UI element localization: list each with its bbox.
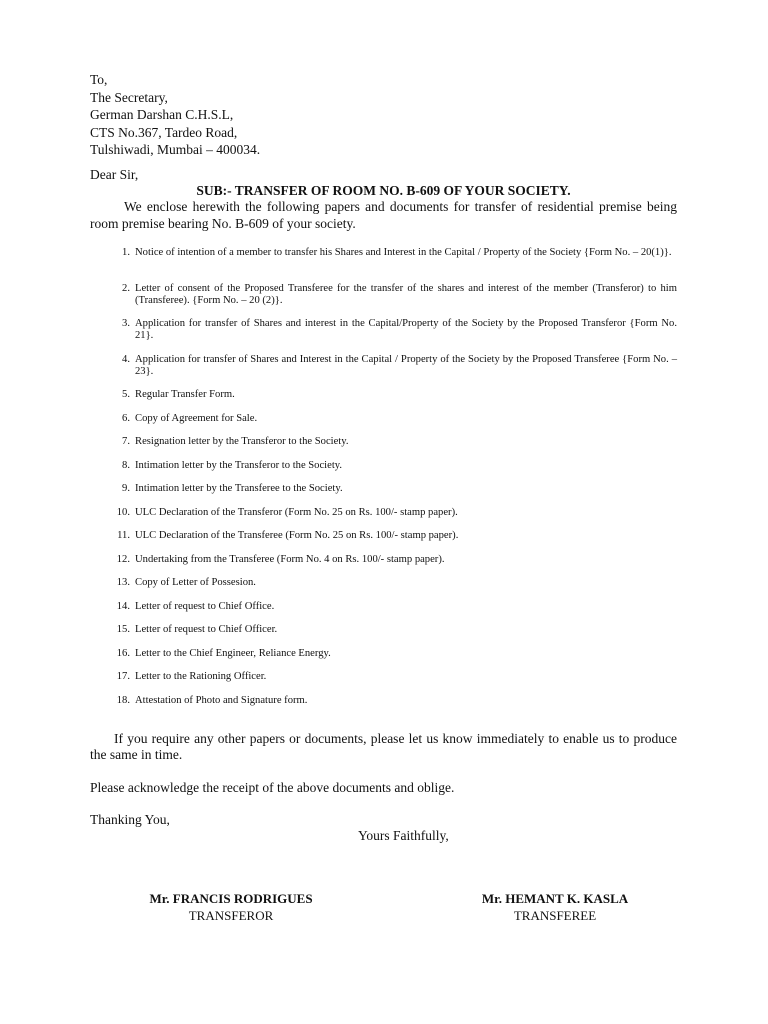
list-item xyxy=(90,460,677,484)
transferor-name: Mr. FRANCIS RODRIGUES xyxy=(149,891,313,906)
list-item-text: Attestation of Photo and Signature form. xyxy=(135,694,308,706)
list-item xyxy=(90,483,677,507)
list-item-text: Copy of Agreement for Sale. xyxy=(135,412,258,424)
transferor-role: TRANSFEROR xyxy=(188,907,274,923)
list-item-number: 15. xyxy=(116,624,130,635)
list-item xyxy=(90,436,677,460)
list-item xyxy=(90,247,677,283)
list-item xyxy=(90,507,677,531)
transferee-name: Mr. HEMANT K. KASLA xyxy=(481,891,629,906)
list-item-text: Letter of request to Chief Officer. xyxy=(135,624,278,635)
address-line: Tulshiwadi, Mumbai – 400034. xyxy=(90,142,261,158)
list-item-text: Regular Transfer Form. xyxy=(135,389,235,400)
list-item xyxy=(90,283,677,319)
list-item-number: 1. xyxy=(122,247,130,258)
address-line: To, xyxy=(90,72,108,87)
list-item-text: ULC Declaration of the Transferee (Form No. 25 on Rs. 100/- stamp paper). xyxy=(135,530,459,541)
list-item-number: 14. xyxy=(116,600,130,612)
yours-faithfully: Yours Faithfully, xyxy=(358,828,449,843)
subject-line: SUB:- TRANSFER OF ROOM NO. B-609 OF YOUR SOCIETY. xyxy=(196,183,571,198)
list-item xyxy=(90,671,677,695)
list-item-text: Resignation letter by the Transferor to the Society. xyxy=(135,436,349,447)
list-item-number: 13. xyxy=(116,577,130,588)
address-line: The Secretary, xyxy=(90,89,168,105)
list-item-text: ULC Declaration of the Transferor (Form No. 25 on Rs. 100/- stamp paper). xyxy=(135,506,458,518)
address-line: CTS No.367, Tardeo Road, xyxy=(90,124,238,140)
list-item xyxy=(90,554,677,578)
recipient-address xyxy=(90,71,260,159)
list-item-text: Intimation letter by the Transferee to the Society. xyxy=(135,483,343,494)
list-item-text: Application for transfer of Shares and interest in the Capital/Property of the Society by the Proposed Transferor {Form No. 21}. xyxy=(135,318,677,342)
list-item-text: Notice of intention of a member to transfer his Shares and Interest in the Capital / Property of the Society {Form No. – 20(1)}. xyxy=(135,247,672,258)
list-item-number: 2. xyxy=(122,282,130,294)
list-item-text: Application for transfer of Shares and Interest in the Capital / Property of the Society by the Proposed Transferee {Form No. – 23}. xyxy=(135,353,677,377)
list-item-number: 3. xyxy=(122,318,130,329)
list-item-number: 16. xyxy=(116,647,130,659)
salutation: Dear Sir, xyxy=(90,167,139,182)
list-item-text: Undertaking from the Transferee (Form No. 4 on Rs. 100/- stamp paper). xyxy=(135,553,445,565)
list-item-text: Letter of consent of the Proposed Transferee for the transfer of the shares and interest of the member (Transferor) to him (Transferee). {Form No. – 20 (2)}. xyxy=(135,282,677,306)
list-item xyxy=(90,413,677,437)
list-item xyxy=(90,648,677,672)
list-item-number: 4. xyxy=(122,353,130,365)
intro-paragraph: We enclose herewith the following papers and documents for transfer of residential premise being room premise bearing No. B-609 of your society. xyxy=(90,199,677,231)
list-item xyxy=(90,695,677,719)
document-list xyxy=(90,247,677,718)
list-item-number: 17. xyxy=(116,671,130,682)
list-item-number: 11. xyxy=(117,530,130,541)
list-item xyxy=(90,624,677,648)
list-item-number: 8. xyxy=(122,459,130,471)
closing-paragraph: If you require any other papers or documents, please let us know immediately to enable us to produce the same in time. xyxy=(90,731,677,762)
transferee-role: TRANSFEREE xyxy=(513,907,597,923)
list-item xyxy=(90,601,677,625)
list-item-number: 10. xyxy=(116,506,130,518)
list-item-text: Letter to the Chief Engineer, Reliance Energy. xyxy=(135,647,331,659)
list-item-number: 5. xyxy=(122,389,130,400)
transferee-signature-block xyxy=(450,891,660,924)
list-item-text: Letter to the Rationing Officer. xyxy=(135,671,267,682)
list-item xyxy=(90,318,677,354)
list-item xyxy=(90,389,677,413)
address-line: German Darshan C.H.S.L, xyxy=(90,107,234,123)
list-item-text: Copy of Letter of Possesion. xyxy=(135,577,256,588)
list-item-number: 6. xyxy=(122,412,130,424)
list-item-number: 12. xyxy=(116,553,130,565)
list-item-text: Letter of request to Chief Office. xyxy=(135,600,275,612)
list-item-number: 7. xyxy=(122,436,130,447)
list-item-text: Intimation letter by the Transferor to the Society. xyxy=(135,459,343,471)
list-item xyxy=(90,530,677,554)
list-item-number: 9. xyxy=(122,483,130,494)
acknowledge-line: Please acknowledge the receipt of the above documents and oblige. xyxy=(90,780,455,795)
list-item-number: 18. xyxy=(116,694,130,706)
list-item xyxy=(90,354,677,390)
list-item xyxy=(90,577,677,601)
transferor-signature-block xyxy=(126,891,336,924)
thanking-line: Thanking You, xyxy=(90,812,170,827)
